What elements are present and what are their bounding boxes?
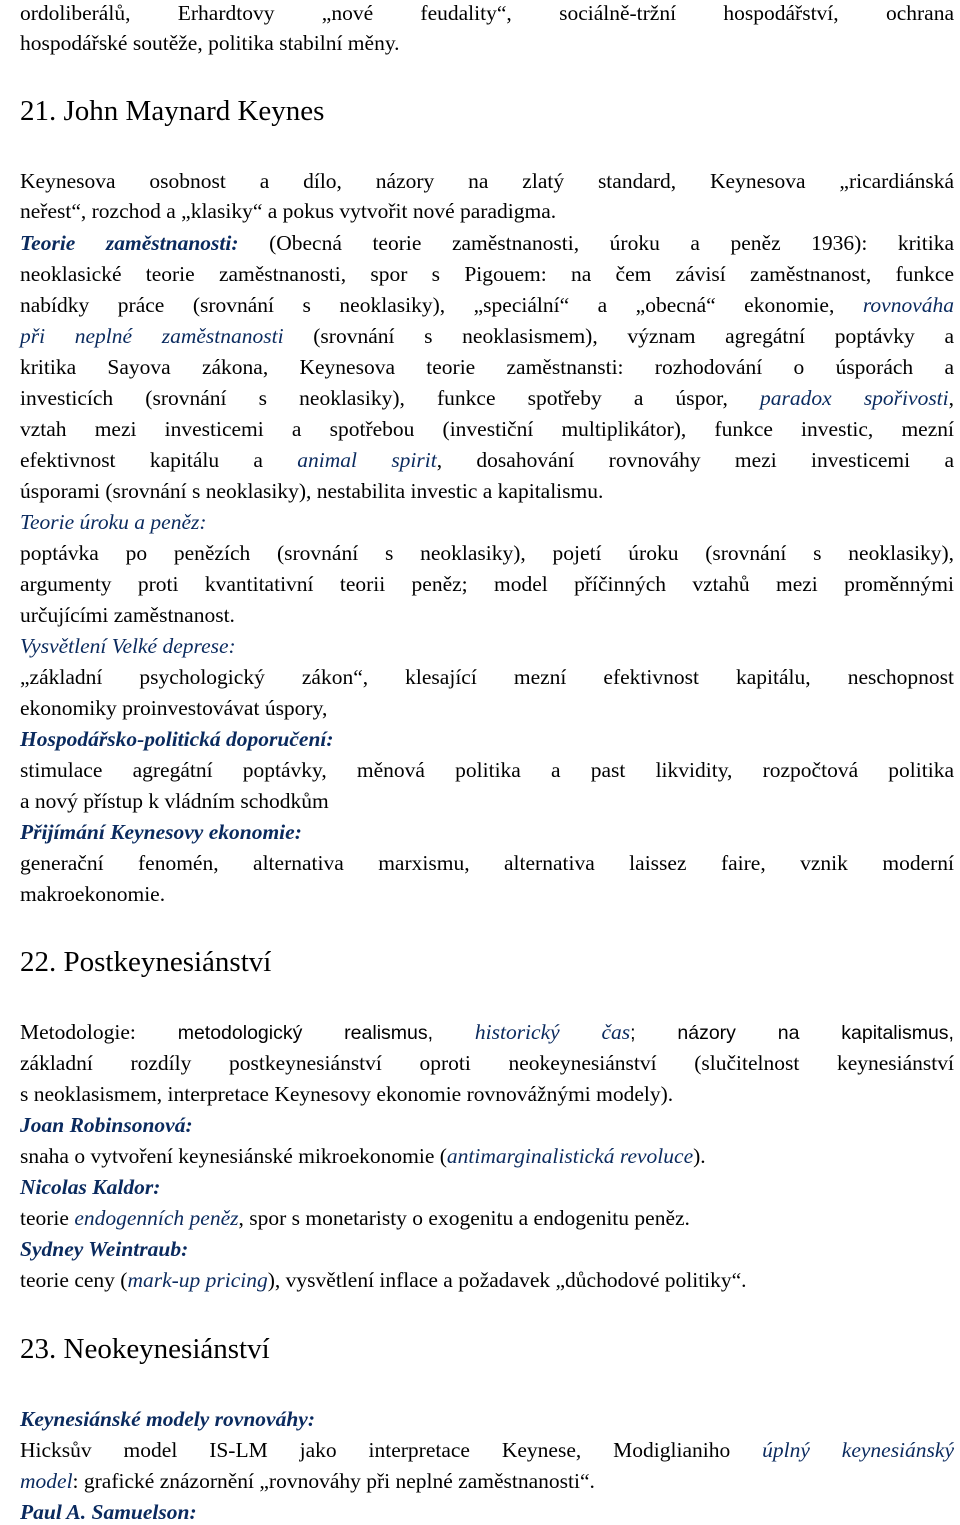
kaldor-line: teorie endogenních peněz, spor s monetaristy o exogenitu a endogenitu peněz. (20, 1206, 690, 1230)
samuelson-heading: Paul A. Samuelson: (20, 1500, 197, 1524)
policy-recommendations-line-1: stimulace agregátní poptávky, měnová politika a past likvidity, rozpočtová politika (20, 758, 954, 782)
keynes-intro-line-2: neřest“, rozchod a „klasiky“ a pokus vytvořit nové paradigma. (20, 199, 557, 223)
employment-theory-line-2: neoklasické teorie zaměstnanosti, spor s Pigouem: na čem závisí zaměstnanost, funkce (20, 262, 954, 286)
great-depression-heading: Vysvětlení Velké deprese: (20, 634, 236, 658)
interest-money-line-3: určujícími zaměstnanost. (20, 603, 235, 627)
methodology-line-1: Metodologie: metodologický realismus, historický čas; názory na kapitalismus, (20, 1020, 954, 1044)
robinson-line: snaha o vytvoření keynesiánské mikroekonomie (antimarginalistická revoluce). (20, 1144, 706, 1168)
intro-line-2: hospodářské soutěže, politika stabilní měny. (20, 31, 400, 55)
methodology-line-2: základní rozdíly postkeynesiánství oproti neokeynesiánství (slučitelnost keynesiánství (20, 1051, 954, 1075)
section-23-heading: 23. Neokeynesiánství (20, 1333, 270, 1365)
section-22-heading: 22. Postkeynesiánství (20, 946, 272, 978)
section-21-heading: 21. John Maynard Keynes (20, 95, 325, 127)
great-depression-line-2: ekonomiky proinvestovávat úspory, (20, 696, 328, 720)
weintraub-line: teorie ceny (mark-up pricing), vysvětlení inflace a požadavek „důchodové politiky“. (20, 1268, 747, 1292)
weintraub-heading: Sydney Weintraub: (20, 1237, 189, 1261)
equilibrium-models-heading: Keynesiánské modely rovnováhy: (20, 1407, 315, 1431)
keynes-intro-line-1: Keynesova osobnost a dílo, názory na zlatý standard, Keynesova „ricardiánská (20, 169, 954, 193)
interest-money-heading: Teorie úroku a peněz: (20, 510, 207, 534)
keynes-acceptance-heading: Přijímání Keynesovy ekonomie: (20, 820, 302, 844)
great-depression-line-1: „základní psychologický zákon“, klesající mezní efektivnost kapitálu, neschopnost (20, 665, 954, 689)
keynes-acceptance-line-2: makroekonomie. (20, 882, 166, 906)
employment-theory-line-3: nabídky práce (srovnání s neoklasiky), „speciální“ a „obecná“ ekonomie, rovnováha (20, 293, 954, 317)
methodology-line-3: s neoklasismem, interpretace Keynesovy ekonomie rovnovážnými modely). (20, 1082, 674, 1106)
policy-recommendations-line-2: a nový přístup k vládním schodkům (20, 789, 329, 813)
keynes-acceptance-line-1: generační fenomén, alternativa marxismu, alternativa laissez faire, vznik moderní (20, 851, 954, 875)
employment-theory-line-6: investicích (srovnání s neoklasiky), funkce spotřeby a úspor, paradox spořivosti, (20, 386, 955, 410)
employment-theory-line-9: úsporami (srovnání s neoklasiky), nestabilita investic a kapitalismu. (20, 479, 604, 503)
robinson-heading: Joan Robinsonová: (20, 1113, 193, 1137)
employment-theory-label: Teorie zaměstnanosti: (20, 231, 239, 255)
intro-line-1: ordoliberálů, Erhardtovy „nové feudality“, sociálně-tržní hospodářství, ochrana (20, 1, 954, 25)
interest-money-line-2: argumenty proti kvantitativní teorii peněz; model příčinných vztahů mezi proměnnými (20, 572, 954, 596)
policy-recommendations-heading: Hospodářsko-politická doporučení: (20, 727, 334, 751)
interest-money-line-1: poptávka po penězích (srovnání s neoklasiky), pojetí úroku (srovnání s neoklasiky), (20, 541, 954, 565)
kaldor-heading: Nicolas Kaldor: (20, 1175, 161, 1199)
employment-theory-line-7: vztah mezi investicemi a spotřebou (investiční multiplikátor), funkce investic, mezní (20, 417, 954, 441)
equilibrium-models-line-1: Hicksův model IS-LM jako interpretace Keynese, Modiglianiho úplný keynesiánský (20, 1438, 954, 1462)
equilibrium-models-line-2: model: grafické znázornění „rovnováhy při neplné zaměstnanosti“. (20, 1469, 595, 1493)
employment-theory-line-5: kritika Sayova zákona, Keynesova teorie zaměstnansti: rozhodování o úsporách a (20, 355, 954, 379)
employment-theory-line-4: při neplné zaměstnanosti (srovnání s neoklasismem), význam agregátní poptávky a (20, 324, 954, 348)
employment-theory-line-8: efektivnost kapitálu a animal spirit, dosahování rovnováhy mezi investicemi a (20, 448, 954, 472)
employment-theory-line-1: Teorie zaměstnanosti: (Obecná teorie zaměstnanosti, úroku a peněz 1936): kritika (20, 231, 954, 255)
